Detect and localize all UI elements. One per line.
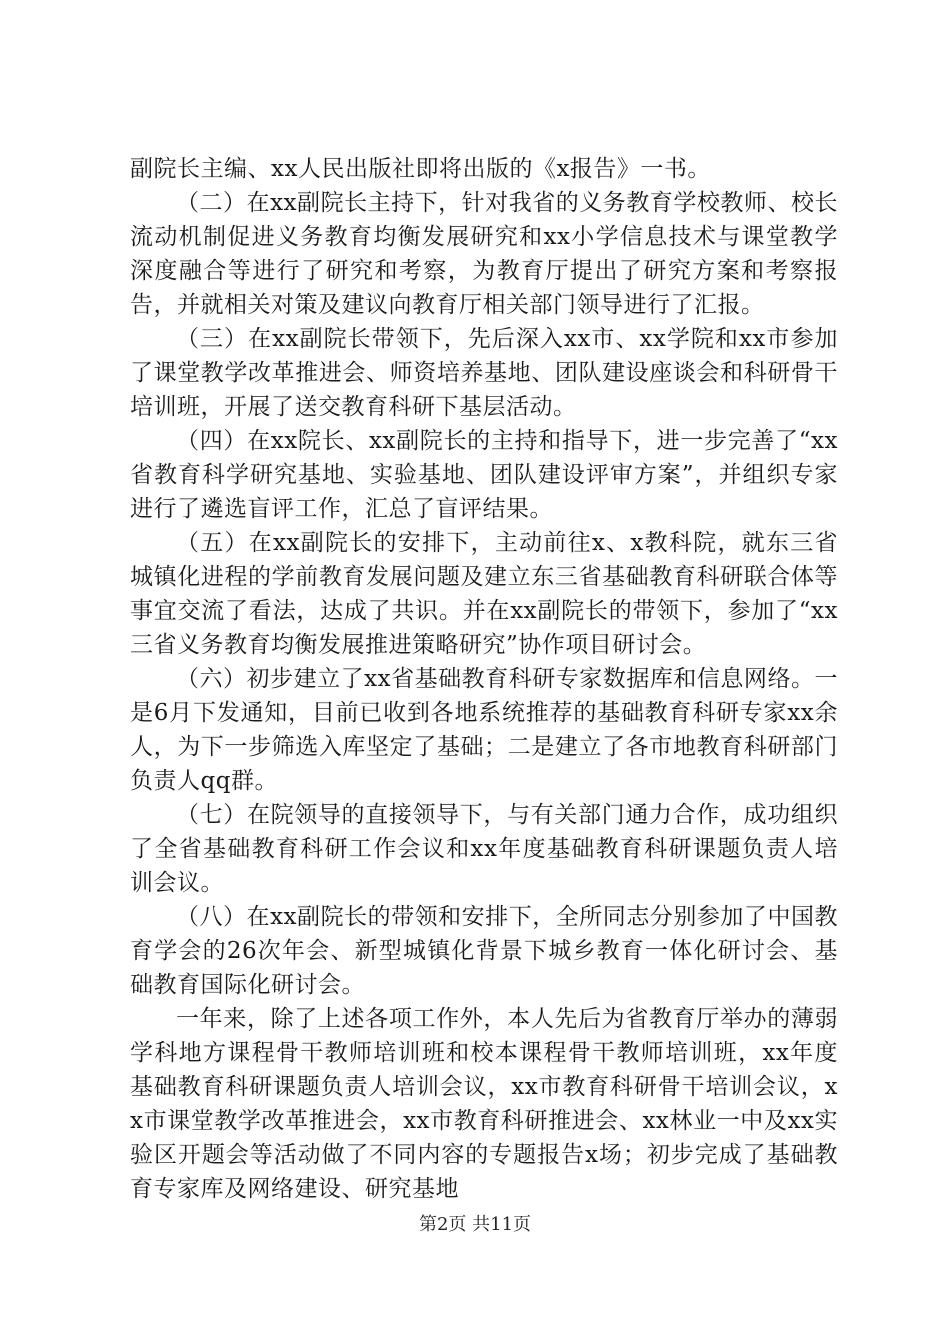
paragraph-continuation: 副院长主编、xx人民出版社即将出版的《x报告》一书。 [130,156,711,182]
paragraph-item-3: （三）在xx副院长带领下，先后深入xx市、xx学院和xx市参加了课堂教学改革推进会、师资培养基地、团队建设座谈会和科研骨干培训班，开展了送交教育科研下基层活动。 [130,326,838,420]
paragraph-item-8: （八）在xx副院长的带领和安排下，全所同志分别参加了中国教育学会的26次年会、新型城镇化背景下城乡教育一体化研讨会、基础教育国际化研讨会。 [130,904,838,998]
paragraph-item-7: （七）在院领导的直接领导下，与有关部门通力合作，成功组织了全省基础教育科研工作会议和xx年度基础教育科研课题负责人培训会议。 [130,802,838,896]
paragraph-item-6: （六）初步建立了xx省基础教育科研专家数据库和信息网络。一是6月下发通知，目前已收到各地系统推荐的基础教育科研专家xx余人，为下一步筛选入库坚定了基础；二是建立了各市地教育科研部门负责人qq群。 [130,666,838,794]
document-body [130,152,838,1206]
paragraph-summary: 一年来，除了上述各项工作外，本人先后为省教育厅举办的薄弱学科地方课程骨干教师培训班和校本课程骨干教师培训班，xx年度基础教育科研课题负责人培训会议，xx市教育科研骨干培训会议，xx市课堂教学改革推进会，xx市教育科研推进会、xx林业一中及xx实验区开题会等活动做了不同内容的专题报告x场；初步完成了基础教育专家库及网络建设、研究基地 [130,1006,838,1202]
paragraph-item-4: （四）在xx院长、xx副院长的主持和指导下，进一步完善了“xx省教育科学研究基地、实验基地、团队建设评审方案”，并组织专家进行了遴选盲评工作，汇总了盲评结果。 [130,428,838,522]
paragraph-item-5: （五）在xx副院长的安排下，主动前往x、x教科院，就东三省城镇化进程的学前教育发展问题及建立东三省基础教育科研联合体等事宜交流了看法，达成了共识。并在xx副院长的带领下，参加了“xx三省义务教育均衡发展推进策略研究”协作项目研讨会。 [130,530,838,658]
page-number-footer: 第2页 共11页 [418,1214,532,1235]
paragraph-item-2: （二）在xx副院长主持下，针对我省的义务教育学校教师、校长流动机制促进义务教育均衡发展研究和xx小学信息技术与课堂教学深度融合等进行了研究和考察，为教育厅提出了研究方案和考察报告，并就相关对策及建议向教育厅相关部门领导进行了汇报。 [130,190,838,318]
